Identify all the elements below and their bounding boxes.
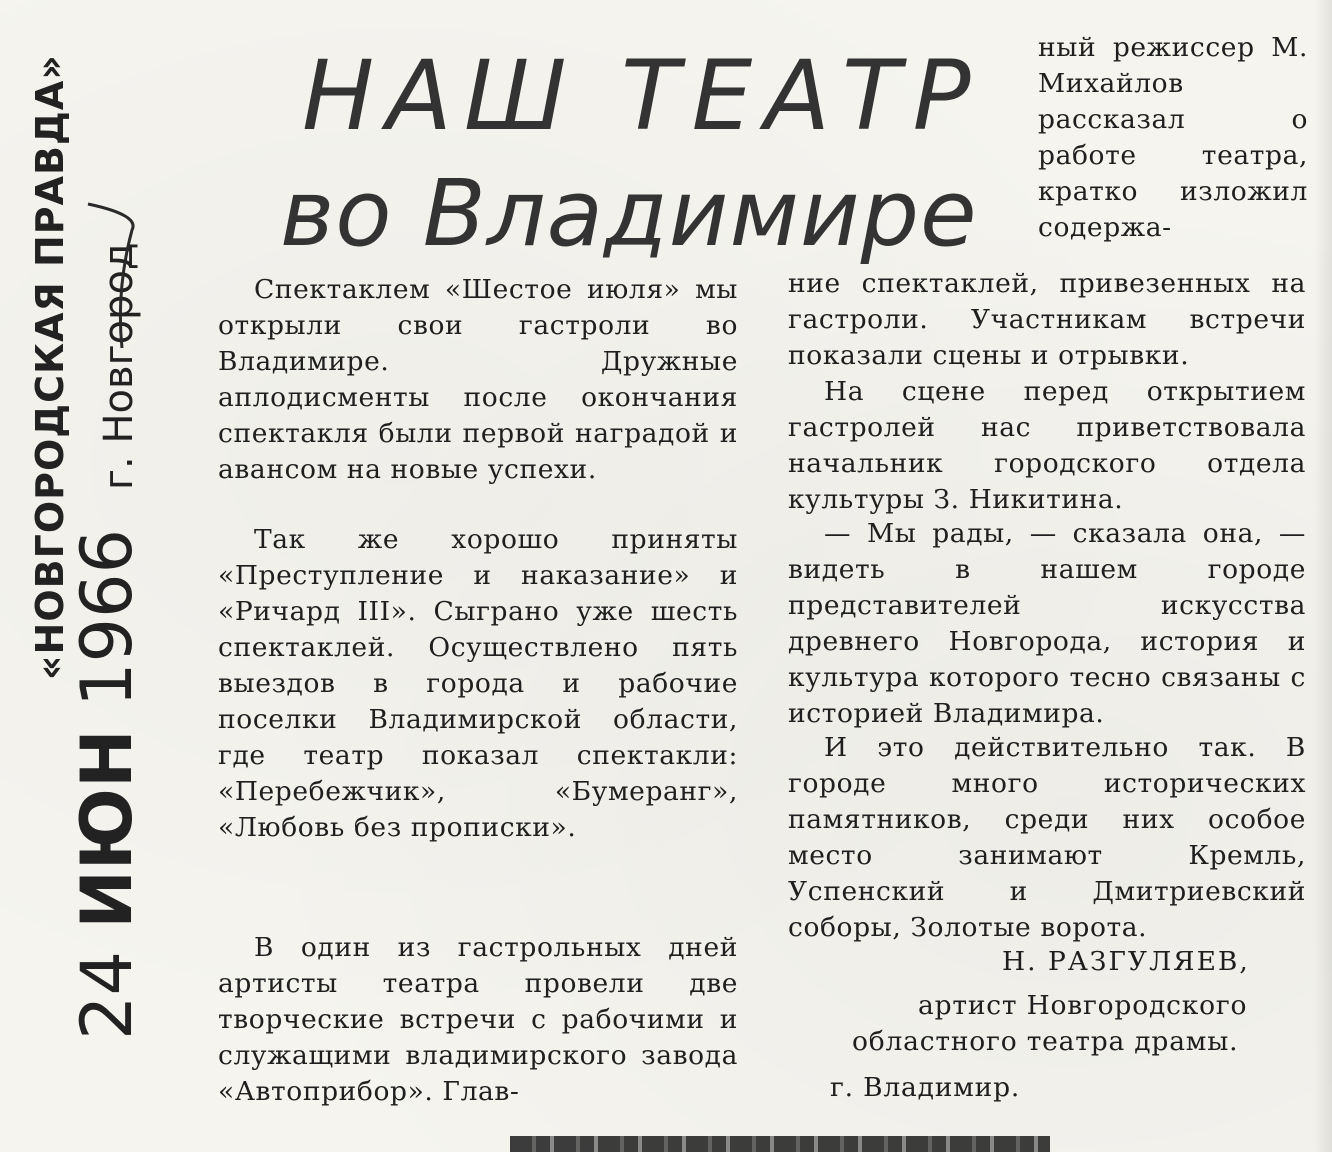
stamp-year: 1966 [66,528,148,708]
left-paragraph-3: В один из гастрольных дней артисты театра провели две творческие встречи с рабочими и служащими владимирского завода «Автоприбор». Глав- [218,932,738,1107]
author-role-line-2: областного театра драмы. [852,1026,1239,1057]
date-stamp [20,54,180,1050]
author-role-line-1: артист Новгородского [918,990,1248,1021]
bottom-print-bleed [510,1136,1050,1152]
left-paragraph-2: Так же хорошо приняты «Преступление и наказание» и «Ричард III». Сыграно уже шесть спектаклей. Осуществлено пять выездов в города и рабочие поселки Владимирской области, где театр показал спектакли: «Перебежчик», «Бумеранг», «Любовь без прописки». [218,524,738,843]
stamp-newspaper-name: «НОВГОРОДСКАЯ ПРАВДА» [28,54,72,680]
stamp-month: ИЮН [66,729,148,929]
headline-line-2: во Владимире [280,160,978,267]
right-column-top-text: ный режиссер М. Михайлов рассказал о работе театра, кратко изложил содержа- [1038,32,1308,243]
article-dateline: г. Владимир. [830,1072,1021,1103]
right-paragraph-3: — Мы рады, — сказала она, — видеть в нашем городе представителей искусства древнего Новгорода, история и культура которого тесно связаны с историей Владимира. [788,518,1306,729]
headline-line-1: НАШ ТЕАТР [302,40,983,152]
stamp-date [66,529,148,1040]
handwritten-tick-mark [82,200,152,350]
left-paragraph-1: Спектаклем «Шестое июля» мы открыли свои гастроли во Владимире. Дружные аплодисменты после окончания спектакля были первой наградой и авансом на новые успехи. [218,274,738,485]
right-paragraph-4: И это действительно так. В городе много исторических памятников, среди них особое место занимают Кремль, Успенский и Дмитриевский соборы, Золотые ворота. [788,732,1306,943]
right-paragraph-1: ние спектаклей, привезенных на гастроли. Участникам встречи показали сцены и отрывки. [788,268,1306,371]
paper-edge-shadow [1314,0,1332,1152]
right-paragraph-2: На сцене перед открытием гастролей нас приветствовала начальник городского отдела культуры З. Никитина. [788,376,1306,515]
stamp-city: г. Новгород [96,242,142,490]
author-name: Н. РАЗГУЛЯЕВ, [1002,946,1250,977]
stamp-day: 24 [66,950,148,1040]
